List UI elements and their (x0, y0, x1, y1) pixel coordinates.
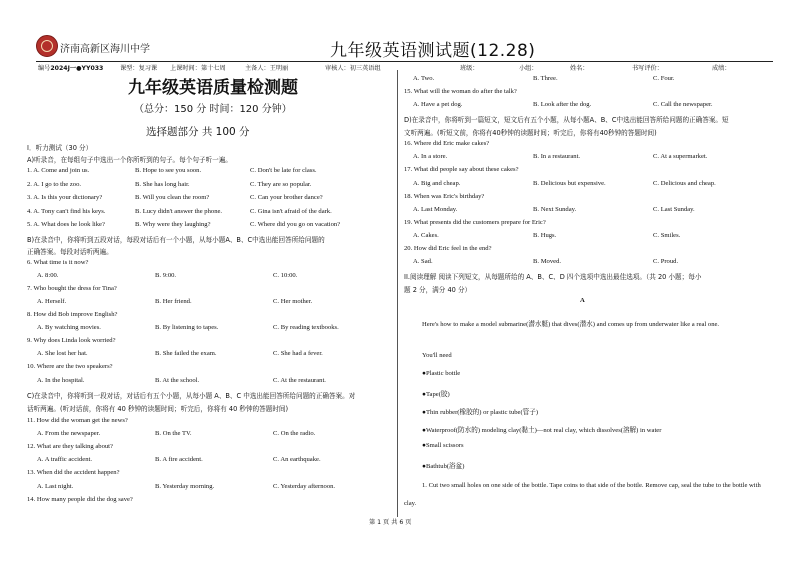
q14-a: A. Two. (413, 75, 435, 82)
q1-c: C. Don't be late for class. (250, 167, 317, 174)
q18-a: A. Last Monday. (413, 206, 458, 213)
header-rule (36, 61, 773, 62)
item-tape: ●Tape(胶) (422, 391, 450, 398)
q10-c: C. At the restaurant. (273, 377, 326, 384)
q13-b: B. Yesterday morning. (155, 483, 215, 490)
q12-b: B. A fire accident. (155, 456, 203, 463)
q7-a: A. Herself. (37, 298, 67, 305)
part2-instructions-2: 题 2 分，满分 40 分） (404, 286, 472, 294)
partD-instructions-1: D)在录音中，你将听到一篇短文，短文后有五个小题，从每小题A、B、C中选出能回答所给问题的正确答案。短 (404, 116, 729, 124)
passage-label: A (580, 297, 585, 304)
q20-a: A. Sad. (413, 258, 433, 265)
q17-b: B. Delicious but expensive. (533, 180, 606, 187)
q16-b: B. In a restaurant. (533, 153, 581, 160)
q8-b: B. By listening to tapes. (155, 324, 219, 331)
partB-instructions-2: 正确答案。每段对话听两遍。 (27, 248, 113, 256)
q15: 15. What will the woman do after the talk? (404, 88, 517, 95)
q2-b: B. She has long hair. (135, 181, 190, 188)
q7-c: C. Her mother. (273, 298, 313, 305)
q16-a: A. In a store. (413, 153, 448, 160)
item-clay: ●Waterproof(防水的) modeling clay(黏土)—not real clay, which dissolves(溶解) in water (422, 427, 662, 434)
section-title: 选择题部分 共 100 分 (146, 126, 250, 138)
part2-instructions-1: II.阅读理解 阅读下列短文，从每题所给的 A、B、C、D 四个选项中选出最佳选项。（共 20 小题；每小 (404, 273, 702, 281)
partB-instructions-1: B)在录音中，你将听到五段对话，每段对话后有一个小题，从每小题A、B、C中选出能回答所给问题的 (27, 236, 325, 244)
column-divider (397, 70, 398, 517)
q16: 16. Where did Eric make cakes? (404, 140, 490, 147)
q18-c: C. Last Sunday. (653, 206, 695, 213)
q14: 14. How many people did the dog save? (27, 496, 133, 503)
main-title: 九年级英语质量检测题 (128, 78, 298, 98)
q3-c: C. Can your brother dance? (250, 194, 323, 201)
q4-b: B. Lucy didn't answer the phone. (135, 208, 223, 215)
q7-b: B. Her friend. (155, 298, 192, 305)
q13-a: A. Last night. (37, 483, 74, 490)
q3-a: 3. A. Is this your dictionary? (27, 194, 103, 201)
q15-a: A. Have a pet dog. (413, 101, 463, 108)
q20-c: C. Proud. (653, 258, 679, 265)
you-need: You'll need (422, 352, 452, 359)
passage-intro: Here's how to make a model submarine(潜水艇) that dives(潜水) and comes up from underwater like a real one. (422, 321, 720, 328)
q10-b: B. At the school. (155, 377, 200, 384)
q10: 10. Where are the two speakers? (27, 363, 113, 370)
q8-a: A. By watching movies. (37, 324, 101, 331)
q1-b: B. Hope to see you soon. (135, 167, 202, 174)
q9-b: B. She failed the exam. (155, 350, 217, 357)
q15-b: B. Look after the dog. (533, 101, 592, 108)
q11: 11. How did the woman get the news? (27, 417, 128, 424)
meta-class: 班级： (460, 65, 479, 72)
q11-c: C. On the radio. (273, 430, 316, 437)
q9: 9. Why does Linda look worried? (27, 337, 116, 344)
q14-c: C. Four. (653, 75, 675, 82)
partA-instructions: A)听录音，在每组句子中选出一个你所听到的句子。每个句子听一遍。 (27, 156, 232, 164)
q11-a: A. From the newspaper. (37, 430, 101, 437)
meta-reviewer: 审核人：初三英语组 (325, 65, 381, 72)
q4-a: 4. A. Tony can't find his keys. (27, 208, 106, 215)
q18-b: B. Next Sunday. (533, 206, 577, 213)
q17-c: C. Delicious and cheap. (653, 180, 716, 187)
meta-name: 姓名： (570, 65, 589, 72)
school-name: 济南高新区海川中学 (60, 44, 150, 55)
item-tube: ●Thin rubber(橡胶的) or plastic tube(管子) (422, 409, 539, 416)
item-bathtub: ●Bathtub(浴盆) (422, 463, 465, 470)
partD-instructions-2: 文听两遍。(听短文前，你将有40秒钟的读题时间；听完后，你将有40秒钟的答题时间) (404, 129, 657, 137)
meta-writing-eval: 书写评价： (632, 65, 663, 72)
q14-b: B. Three. (533, 75, 558, 82)
q8: 8. How did Bob improve English? (27, 311, 118, 318)
q8-c: C. By reading textbooks. (273, 324, 339, 331)
q16-c: C. At a supermarket. (653, 153, 708, 160)
q18: 18. When was Eric's birthday? (404, 193, 485, 200)
q5-b: B. Why were they laughing? (135, 221, 211, 228)
q19-a: A. Cakes. (413, 232, 439, 239)
q2-c: C. They are so popular. (250, 181, 312, 188)
q9-c: C. She had a fever. (273, 350, 323, 357)
q5-c: C. Where did you go on vacation? (250, 221, 341, 228)
q17: 17. What did people say about these cakes? (404, 166, 519, 173)
q12-a: A. A traffic accident. (37, 456, 92, 463)
q2-a: 2. A. I go to the zoo. (27, 181, 82, 188)
q1-a: 1. A. Come and join us. (27, 167, 90, 174)
q7: 7. Who bought the dress for Tina? (27, 285, 117, 292)
q20: 20. How did Eric feel in the end? (404, 245, 492, 252)
item-plastic-bottle: ●Plastic bottle (422, 370, 461, 377)
q6-b: B. 9:00. (155, 272, 177, 279)
q19: 19. What presents did the customers prepare for Eric? (404, 219, 546, 226)
school-logo (36, 35, 58, 57)
q6-c: C. 10:00. (273, 272, 298, 279)
meta-score: 成绩： (712, 65, 731, 72)
q4-c: C. Gina isn't afraid of the dark. (250, 208, 332, 215)
q15-c: C. Call the newspaper. (653, 101, 713, 108)
q10-a: A. In the hospital. (37, 377, 85, 384)
meta-number: 编号2024J一●YY033 (38, 65, 104, 72)
q11-b: B. On the TV. (155, 430, 192, 437)
q12: 12. What are they talking about? (27, 443, 113, 450)
q9-a: A. She lost her hat. (37, 350, 88, 357)
step-1: 1. Cut two small holes on one side of the bottle. Tape coins to that side of the bottle. Remove cap, seal the tube to the bottle with clay. (404, 482, 761, 507)
q19-b: B. Hugs. (533, 232, 557, 239)
q12-c: C. An earthquake. (273, 456, 321, 463)
exam-title: 九年级英语测试题(12.28) (330, 41, 536, 61)
q3-b: B. Will you clean the room? (135, 194, 210, 201)
meta-lesson-type: 课型：复习课 (120, 65, 158, 72)
part1-heading: I．听力测试（30 分） (27, 144, 93, 152)
q17-a: A. Big and cheap. (413, 180, 461, 187)
meta-group: 小组： (519, 65, 538, 72)
q13: 13. When did the accident happen? (27, 469, 120, 476)
q20-b: B. Moved. (533, 258, 562, 265)
q19-c: C. Smiles. (653, 232, 681, 239)
meta-class-time: 上课时间：第十七周 (170, 65, 226, 72)
item-scissors: ●Small scissors (422, 442, 464, 449)
partC-instructions-1: C)在录音中，你将听到一段对话，对话后有五个小题，从每小题 A、B、C 中选出能回答所给问题的正确答案。对 (27, 392, 356, 400)
q13-c: C. Yesterday afternoon. (273, 483, 336, 490)
page-number: 第 1 页 共 6 页 (369, 519, 412, 526)
score-time-info: （总分：150 分 时间：120 分钟） (134, 104, 292, 115)
q6-a: A. 8:00. (37, 272, 59, 279)
meta-preparer: 主备人：王明丽 (245, 65, 289, 72)
q5-a: 5. A. What does he look like? (27, 221, 105, 228)
q6: 6. What time is it now? (27, 259, 89, 266)
partC-instructions-2: 话听两遍。(听对话前，你将有 40 秒钟的读题时间；听完后，你将有 40 秒钟的答题时间) (27, 405, 289, 413)
